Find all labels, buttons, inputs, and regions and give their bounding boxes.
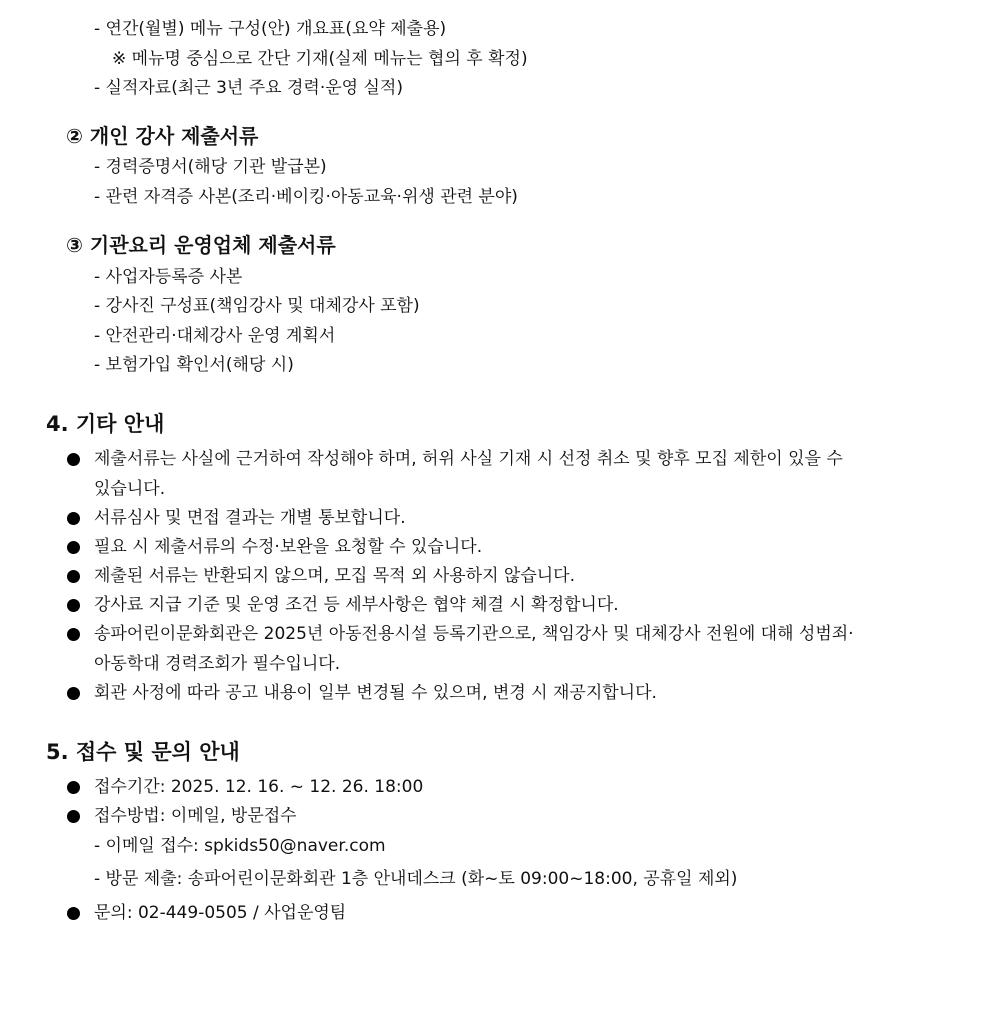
bullet-icon (67, 687, 80, 700)
etc-bullet-continuation: 아동학대 경력조회가 필수입니다. (94, 654, 341, 674)
menu-note: ※ 메뉴명 중심으로 간단 기재(실제 메뉴는 협의 후 확정) (112, 49, 528, 69)
company-item: - 강사진 구성표(책임강사 및 대체강사 포함) (94, 296, 420, 316)
contact-heading: 5. 접수 및 문의 안내 (46, 740, 240, 764)
company-item: - 보험가입 확인서(해당 시) (94, 355, 294, 375)
individual-heading: ② 개인 강사 제출서류 (66, 124, 259, 148)
contact-method: 접수방법: 이메일, 방문접수 (94, 806, 297, 826)
individual-item: - 경력증명서(해당 기관 발급본) (94, 157, 327, 177)
etc-bullet: 회관 사정에 따라 공고 내용이 일부 변경될 수 있으며, 변경 시 재공지합니다. (94, 683, 657, 703)
etc-bullet-continuation: 있습니다. (94, 479, 166, 499)
bullet-icon (67, 599, 80, 612)
etc-bullet: 제출서류는 사실에 근거하여 작성해야 하며, 허위 사실 기재 시 선정 취소 및 향후 모집 제한이 있을 수 (94, 449, 843, 469)
bullet-icon (67, 453, 80, 466)
contact-period: 접수기간: 2025. 12. 16. ~ 12. 26. 18:00 (94, 777, 424, 797)
menu-overview-item: - 연간(월별) 메뉴 구성(안) 개요표(요약 제출용) (94, 19, 447, 39)
bullet-icon (67, 541, 80, 554)
company-item: - 사업자등록증 사본 (94, 267, 243, 287)
bullet-icon (67, 512, 80, 525)
company-item: - 안전관리·대체강사 운영 계획서 (94, 326, 336, 346)
contact-visit: - 방문 제출: 송파어린이문화회관 1층 안내데스크 (화~토 09:00~18:00, 공휴일 제외) (94, 869, 738, 889)
etc-bullet: 제출된 서류는 반환되지 않으며, 모집 목적 외 사용하지 않습니다. (94, 566, 576, 586)
bullet-icon (67, 907, 80, 920)
etc-heading: 4. 기타 안내 (46, 412, 165, 436)
company-heading: ③ 기관요리 운영업체 제출서류 (66, 233, 336, 257)
etc-bullet: 필요 시 제출서류의 수정·보완을 요청할 수 있습니다. (94, 537, 483, 557)
bullet-icon (67, 570, 80, 583)
bullet-icon (67, 810, 80, 823)
individual-item: - 관련 자격증 사본(조리·베이킹·아동교육·위생 관련 분야) (94, 187, 518, 207)
performance-item: - 실적자료(최근 3년 주요 경력·운영 실적) (94, 78, 403, 98)
etc-bullet: 강사료 지급 기준 및 운영 조건 등 세부사항은 협약 체결 시 확정합니다. (94, 595, 619, 615)
contact-email: - 이메일 접수: spkids50@naver.com (94, 836, 386, 856)
etc-bullet: 송파어린이문화회관은 2025년 아동전용시설 등록기관으로, 책임강사 및 대체강사 전원에 대해 성범죄· (94, 624, 854, 644)
contact-inquiry: 문의: 02-449-0505 / 사업운영팀 (94, 903, 347, 923)
bullet-icon (67, 781, 80, 794)
etc-bullet: 서류심사 및 면접 결과는 개별 통보합니다. (94, 508, 406, 528)
bullet-icon (67, 628, 80, 641)
